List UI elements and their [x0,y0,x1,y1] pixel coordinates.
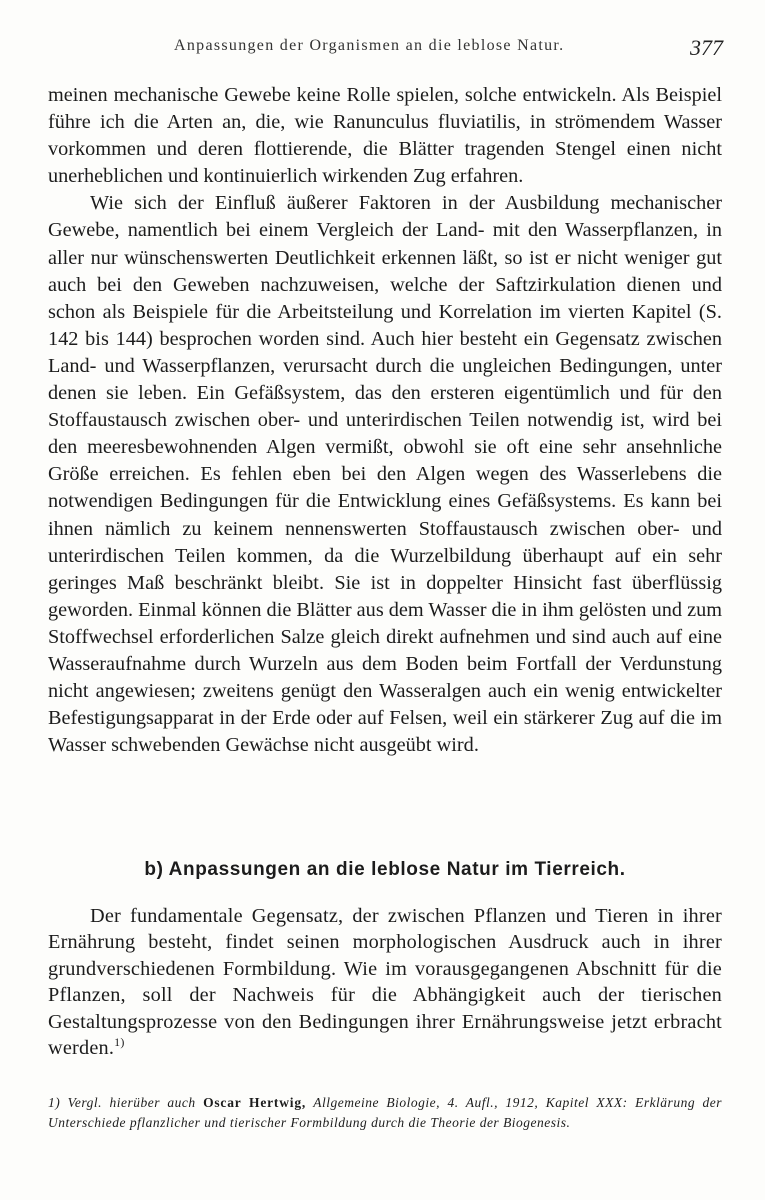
section-paragraph-text: Der fundamentale Gegensatz, der zwischen Pflanzen und Tieren in ihrer Ernährung besteht, findet seinen morphologischen Ausdruck auch in ihrer grundverschiedenen Formbildung. Wie im vorausgegangenen Abschnitt für die Pflanzen, soll der Nachweis für die Abhängigkeit auch der tierischen Gestaltungsprozesse von den Bedingungen ihrer Ernährungsweise jetzt erbracht werden. [48,905,722,1060]
footnote [48,1093,722,1133]
section-paragraph [48,903,722,1061]
section-heading: b) Anpassungen an die leblose Natur im Tierreich. [144,859,626,880]
footnote-author: Oscar Hertwig, [203,1095,307,1110]
page-header [48,30,725,70]
footnote-marker: 1) [114,1035,125,1050]
page-number: 377 [690,35,723,60]
section-body [48,903,722,1061]
paragraph-continuation: meinen mechanische Gewebe keine Rolle spielen, solche entwickeln. Als Beispiel führe ich die Arten an, die, wie Ranunculus fluviatilis, in strömendem Wasser vorkommen und deren flottierende, die Blätter tragenden Stengel einen nicht unerheblichen und kontinuierlich wirkenden Zug erfahren. [48,84,722,188]
body-text [48,82,722,759]
running-head: Anpassungen der Organismen an die leblose Natur. [174,37,565,54]
footnote-text: Allgemeine Biologie, 4. Aufl., 1912, Kapitel XXX: Erklärung der Unterschiede pflanzlicher und tierischer Formbildung durch die Theorie der Biogenesis. [48,1095,722,1130]
footnote-prefix: 1) Vergl. hierüber auch [48,1095,196,1110]
paragraph-plant-tissues: Wie sich der Einfluß äußerer Faktoren in der Ausbildung mechanischer Gewebe, namentlich bei einem Vergleich der Land- mit den Wasserpflanzen, in aller nur wünschenswerten Deutlichkeit erkennen läßt, so ist er nicht weniger gut auch bei den Geweben nachzuweisen, welche der Saftzirkulation dienen und schon als Beispiele für die Arbeitsteilung und Korrelation im vierten Kapitel (S. 142 bis 144) besprochen worden sind. Auch hier besteht ein Gegensatz zwischen Land- und Wasserpflanzen, verursacht durch die ungleichen Bedingungen, unter denen sie leben. Ein Gefäßsystem, das den ersteren eigentümlich und für den Stoffaustausch zwischen ober- und unterirdischen Teilen notwendig ist, wird bei den meeresbewohnenden Algen vermißt, obwohl sie oft eine sehr ansehnliche Größe erreichen. Es fehlen eben bei den Algen wegen des Wasserlebens die notwendigen Bedingungen für die Entwicklung eines Gefäßsystems. Es kann bei ihnen nämlich zu keinem nennenswerten Stoffaustausch zwischen ober- und unterirdischen Teilen kommen, da die Wurzelbildung überhaupt auf ein sehr geringes Maß beschränkt bleibt. Sie ist in doppelter Hinsicht fast überflüssig geworden. Einmal können die Blätter aus dem Wasser die in ihm gelösten und zum Stoffwechsel erforderlichen Salze gleich direkt aufnehmen und sind auch auf eine Wasseraufnahme durch Wurzeln aus dem Boden beim Fortfall der Verdunstung nicht angewiesen; zweitens genügt den Wasseralgen auch ein wenig entwickelter Befestigungsapparat in der Erde oder auf Felsen, weil ein stärkerer Zug auf die im Wasser schwebenden Gewächse nicht ausgeübt wird. [48,192,722,757]
